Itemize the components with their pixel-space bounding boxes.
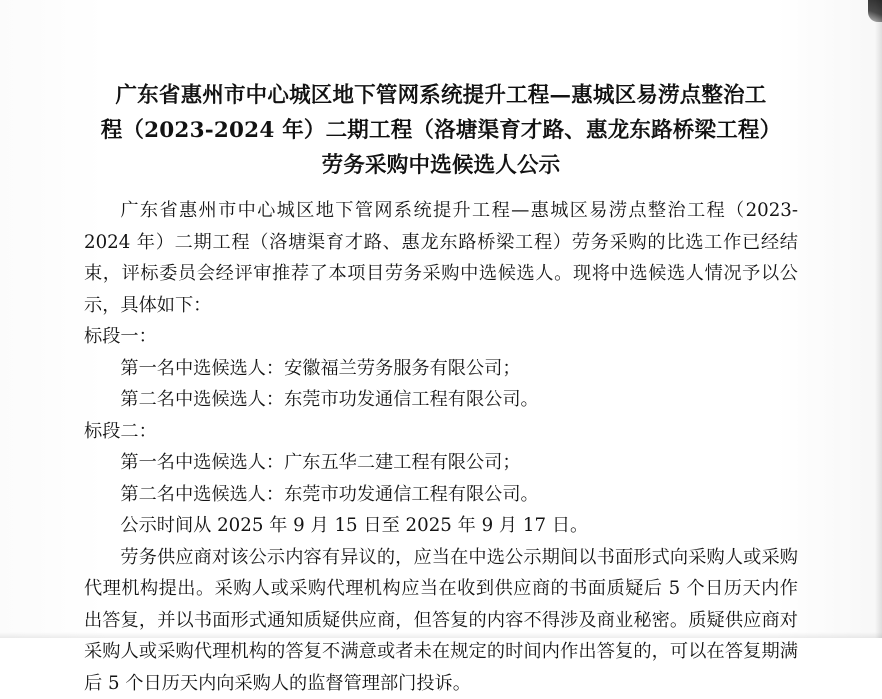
paragraph-objection-procedure: 劳务供应商对该公示内容有异议的，应当在中选公示期间以书面形式向采购人或采购代理机构提出。采购人或采购代理机构应当在收到供应商的书面质疑后 5 个日历天内作出答复，并以书面形式通知质疑供应商，但答复的内容不得涉及商业秘密。质疑供应商对采购人或采购代理机构的答复不满意或者未在规定的时间内作出答复的，可以在答复期满后 5 个日历天内向采购人的监督管理部门投诉。	[84, 542, 798, 699]
section-label-lot-2: 标段二：	[84, 416, 798, 448]
page-title-line-2: 程（2023-2024 年）二期工程（洛塘渠育才路、惠龙东路桥梁工程）	[84, 113, 798, 148]
lot-1-candidate-1: 第一名中选候选人：安徽福兰劳务服务有限公司；	[84, 353, 798, 385]
document-body	[84, 195, 798, 699]
lot-2-candidate-1: 第一名中选候选人：广东五华二建工程有限公司；	[84, 447, 798, 479]
page-title-line-1: 广东省惠州市中心城区地下管网系统提升工程—惠城区易涝点整治工	[84, 78, 798, 113]
document-content	[84, 78, 798, 699]
scan-edge-shadow-right	[875, 0, 882, 638]
lot-2-candidate-2: 第二名中选候选人：东莞市功发通信工程有限公司。	[84, 479, 798, 511]
page-title	[84, 78, 798, 183]
page-title-line-3: 劳务采购中选候选人公示	[84, 148, 798, 183]
notice-period: 公示时间从 2025 年 9 月 15 日至 2025 年 9 月 17 日。	[84, 510, 798, 542]
lot-1-candidate-2: 第二名中选候选人：东莞市功发通信工程有限公司。	[84, 384, 798, 416]
paragraph-intro: 广东省惠州市中心城区地下管网系统提升工程—惠城区易涝点整治工程（2023-2024 年）二期工程（洛塘渠育才路、惠龙东路桥梁工程）劳务采购的比选工作已经结束，评标委员会经评审推荐了本项目劳务采购中选候选人。现将中选候选人情况予以公示，具体如下：	[84, 195, 798, 321]
section-label-lot-1: 标段一：	[84, 321, 798, 353]
